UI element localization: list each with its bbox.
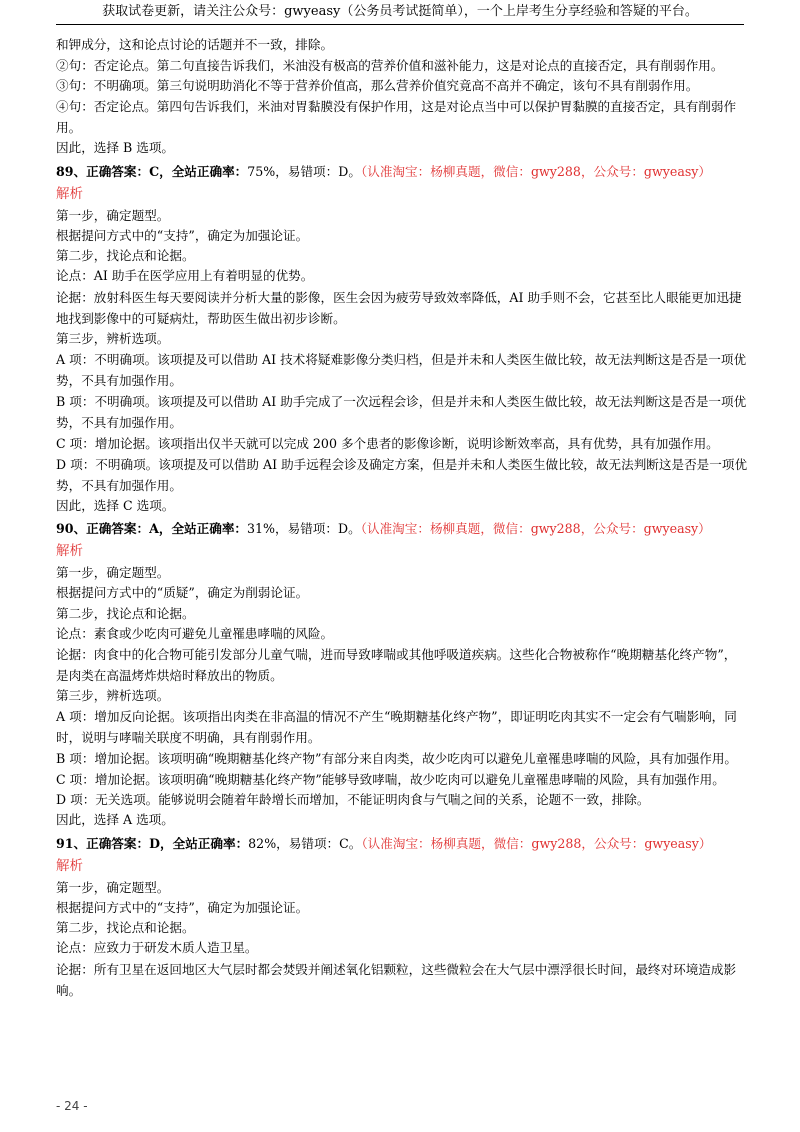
question-block-90 <box>56 519 748 831</box>
answer-head: 90、正确答案： <box>56 521 150 537</box>
text-line: 论据：肉食中的化合物可能引发部分儿童气喘，进而导致哮喘或其他呼吸道疾病。这些化合物被称作“晚期糖基化终产物”，是肉类在高温烤炸烘焙时释放出的物质。 <box>56 647 737 684</box>
analysis-heading: 解析 <box>56 185 83 202</box>
text-line: 论点：应致力于研发木质人造卫星。 <box>56 940 258 956</box>
text-line: 论据：放射科医生每天要阅读并分析大量的影像，医生会因为疲劳导致效率降低，AI 助手则不会，它甚至比人眼能更加迅捷地找到影像中的可疑病灶，帮助医生做出初步诊断。 <box>56 289 742 326</box>
question-block-89 <box>56 162 748 516</box>
answer-line <box>56 834 748 854</box>
text-line: 论据：所有卫星在返回地区大气层时都会焚毁并阐述氧化铝颗粒，这些微粒会在大气层中漂浮很长时间，最终对环境造成影响。 <box>56 961 737 998</box>
page-number: - 24 - <box>56 1099 88 1113</box>
text-line: B 项：增加论据。该项明确“晚期糖基化终产物”有部分来自肉类，故少吃肉可以避免儿童罹患哮喘的风险，具有加强作用。 <box>56 751 738 767</box>
ad-text: （认准淘宝：杨柳真题，微信：gwy288，公众号：gwyeasy） <box>361 835 712 851</box>
text-line: 因此，选择 B 选项。 <box>56 140 175 156</box>
text-line: D 项：无关选项。能够说明会随着年龄增长而增加，不能证明肉食与气喘之间的关系，论题不一致，排除。 <box>56 792 650 808</box>
text-line: 第二步，找论点和论据。 <box>56 248 195 264</box>
page-header: 获取试卷更新，请关注公众号：gwyeasy（公务员考试挺简单），一个上岸考生分享经验和答疑的平台。 <box>56 0 744 25</box>
answer-line <box>56 519 748 539</box>
analysis-heading: 解析 <box>56 543 83 560</box>
answer-value: A，全站正确率： <box>149 521 248 537</box>
answer-head: 91、正确答案： <box>56 835 150 851</box>
text-line: 根据提问方式中的“支持”，确定为加强论证。 <box>56 228 309 244</box>
text-line: 论点：素食或少吃肉可避免儿童罹患哮喘的风险。 <box>56 625 334 641</box>
answer-head: 89、正确答案： <box>56 163 150 179</box>
accuracy-rate: 82%，易错项：C。 <box>248 835 362 851</box>
answer-line <box>56 162 748 182</box>
text-line: 第二步，找论点和论据。 <box>56 605 195 621</box>
text-line: ④句：否定论点。第四句告诉我们，米油对胃黏膜没有保护作用，这是对论点当中可以保护胃黏膜的直接否定，具有削弱作用。 <box>56 99 737 136</box>
answer-value: C，全站正确率： <box>149 163 248 179</box>
text-line: 因此，选择 C 选项。 <box>56 497 175 513</box>
text-line: 第三步，辨析选项。 <box>56 330 170 346</box>
text-line: 和钾成分，这和论点讨论的话题并不一致，排除。 <box>56 37 334 52</box>
document-body <box>56 35 748 1001</box>
text-line: 因此，选择 A 选项。 <box>56 812 174 828</box>
text-line: 论点：AI 助手在医学应用上有着明显的优势。 <box>56 268 314 284</box>
question-block-91 <box>56 834 748 1001</box>
text-line: 根据提问方式中的“支持”，确定为加强论证。 <box>56 900 309 916</box>
text-line: B 项：不明确项。该项提及可以借助 AI 助手完成了一次远程会诊，但是并未和人类医生做比较，故无法判断这是否是一项优势，不具有加强作用。 <box>56 393 747 430</box>
answer-value: D，全站正确率： <box>149 835 249 851</box>
ad-text: （认准淘宝：杨柳真题，微信：gwy288，公众号：gwyeasy） <box>360 163 712 179</box>
text-line: ②句：否定论点。第二句直接告诉我们，米油没有极高的营养价值和滋补能力，这是对论点的直接否定，具有削弱作用。 <box>56 58 724 74</box>
accuracy-rate: 31%，易错项：D。 <box>247 521 361 537</box>
analysis-heading: 解析 <box>56 857 83 874</box>
text-line: 第一步，确定题型。 <box>56 565 170 581</box>
accuracy-rate: 75%，易错项：D。 <box>247 163 361 179</box>
text-line: 第三步，辨析选项。 <box>56 688 170 704</box>
text-line: C 项：增加论据。该项指出仅半天就可以完成 200 多个患者的影像诊断，说明诊断效率高，具有优势，具有加强作用。 <box>56 435 719 451</box>
text-line: C 项：增加论据。该项明确“晚期糖基化终产物”能够导致哮喘，故少吃肉可以避免儿童罹患哮喘的风险，具有加强作用。 <box>56 772 725 788</box>
text-line: 根据提问方式中的“质疑”，确定为削弱论证。 <box>56 585 309 601</box>
text-line: 第一步，确定题型。 <box>56 207 170 223</box>
text-line: A 项：不明确项。该项提及可以借助 AI 技术将疑难影像分类归档，但是并未和人类医生做比较，故无法判断这是否是一项优势，不具有加强作用。 <box>56 351 747 388</box>
text-line: A 项：增加反向论据。该项指出肉类在非高温的情况不产生“晚期糖基化终产物”，即证明吃肉其实不一定会有气喘影响，同时，说明与哮喘关联度不明确，具有削弱作用。 <box>56 709 737 746</box>
text-line: ③句：不明确项。第三句说明助消化不等于营养价值高，那么营养价值究竟高不高并不确定，该句不具有削弱作用。 <box>56 78 699 94</box>
text-line: 第二步，找论点和论据。 <box>56 920 195 936</box>
text-line: D 项：不明确项。该项提及可以借助 AI 助手远程会诊及确定方案，但是并未和人类医生做比较，故无法判断这是否是一项优势，不具有加强作用。 <box>56 456 748 493</box>
intro-block <box>56 35 748 159</box>
text-line: 第一步，确定题型。 <box>56 879 170 895</box>
ad-text: （认准淘宝：杨柳真题，微信：gwy288，公众号：gwyeasy） <box>360 521 711 537</box>
